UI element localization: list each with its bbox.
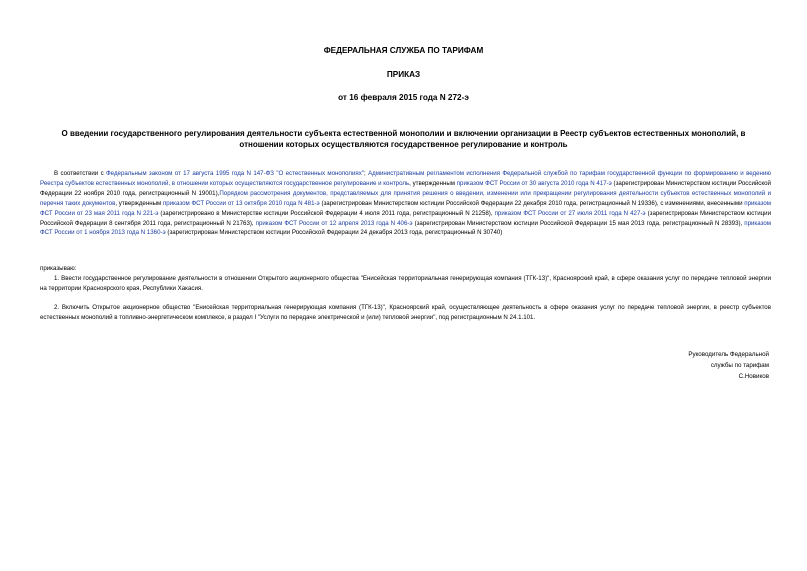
preamble-text-7: (зарегистрировано в Министерстве юстиции Российской Федерации 4 июля 2011 года, регистрационный N 21258), [158,209,495,217]
preamble-text-10: (зарегистрирован Министерством юстиции Российской Федерации 24 декабря 2013 года, регистрационный N 30740) [165,229,503,237]
order-item-1: 1. Ввести государственное регулирование деятельности в отношении Открытого акционерного общества "Енисейская территориальная генерирующая компания (ТГК-13)", Красноярский край, в сфере оказания услуг по передаче тепловой энергии на территории Красноярского края, Республики Хакасия. [40,275,771,292]
preamble-text-1: В соответствии с [54,170,106,177]
preamble-text-8: (зарегистрирован Министерством юстиции Российской Федерации 8 сентября 2011 года, регистрационный N 21763), [40,209,771,227]
document-type: ПРИКАЗ [386,70,421,79]
signature-name: С.Новиков [738,373,769,380]
signature-agency: службы по тарифам [710,362,769,369]
order-1360-link[interactable]: приказом ФСТ России от 1 ноября 2013 года N 1360-э [40,219,771,237]
order-item-2: 2. Включить Открытое акционерное общество "Енисейская территориальная генерирующая компания (ТГК-13)", Красноярский край, осуществляющее деятельность в сфере оказания услуг по передаче тепловой энергии, в реестр субъектов естественных монополий в топливно-энергетическом комплексе, в раздел I "Услуги по передаче электрической и (или) тепловой энергии", под регистрационным N 24.1.101. [40,304,771,321]
order-481-link[interactable]: приказом ФСТ России от 13 октября 2010 года N 481-э [162,199,320,207]
preamble-text-4: (зарегистрирован Министерством юстиции Российской Федерации 22 ноября 2010 года, регистрационный N 19001), [40,179,771,197]
order-427-link[interactable]: приказом ФСТ России от 27 июля 2011 года N 427-э [494,209,646,217]
preamble-text-9: (зарегистрирован Министерством юстиции Российской Федерации 15 мая 2013 года, регистрационный N 28393), [412,219,745,227]
procedure-link[interactable]: Порядком рассмотрения документов, представляемых для принятия решения о введении, изменении или прекращении регулирования деятельности субъектов естественных монополий и перечня таких документов [40,189,771,207]
document-title: О введении государственного регулирования деятельности субъекта естественной монополии и включении организации в Реестр субъектов естественных монополий, в отношении которых осуществляются государственное регулирование и контроль [61,129,746,149]
preamble-paragraph [40,169,771,238]
order-221-link[interactable]: приказом ФСТ России от 23 мая 2011 года N 221-э [40,199,771,217]
preamble-text-2: ; [364,170,369,177]
agency-name: ФЕДЕРАЛЬНАЯ СЛУЖБА ПО ТАРИФАМ [323,46,484,55]
federal-law-link[interactable]: Федеральным законом от 17 августа 1995 года N 147-ФЗ "О естественных монополиях" [106,170,365,177]
order-word: приказываю: [40,265,77,272]
signature-position: Руководитель Федеральной [688,351,769,358]
preamble-text-5: , утвержденным [115,199,163,207]
preamble-text-3: , утвержденным [409,179,457,187]
order-406-link[interactable]: приказом ФСТ России от 12 апреля 2013 года N 406-э [255,219,413,227]
order-417-link[interactable]: приказом ФСТ России от 30 августа 2010 года N 417-э [456,179,612,187]
admin-regulation-link[interactable]: Административным регламентом исполнения Федеральной службой по тарифам государственной функции по формированию и ведению Реестра субъектов естественных монополий, в отношении которых осуществляются государственное регулирование и контроль [40,170,771,187]
preamble-text-6: (зарегистрирован Министерством юстиции Российской Федерации 22 декабря 2010 года, регистрационный N 19336), с изменениями, внесенными [319,199,745,207]
document-date-number: от 16 февраля 2015 года N 272-э [338,93,469,102]
signature-block [629,349,769,382]
